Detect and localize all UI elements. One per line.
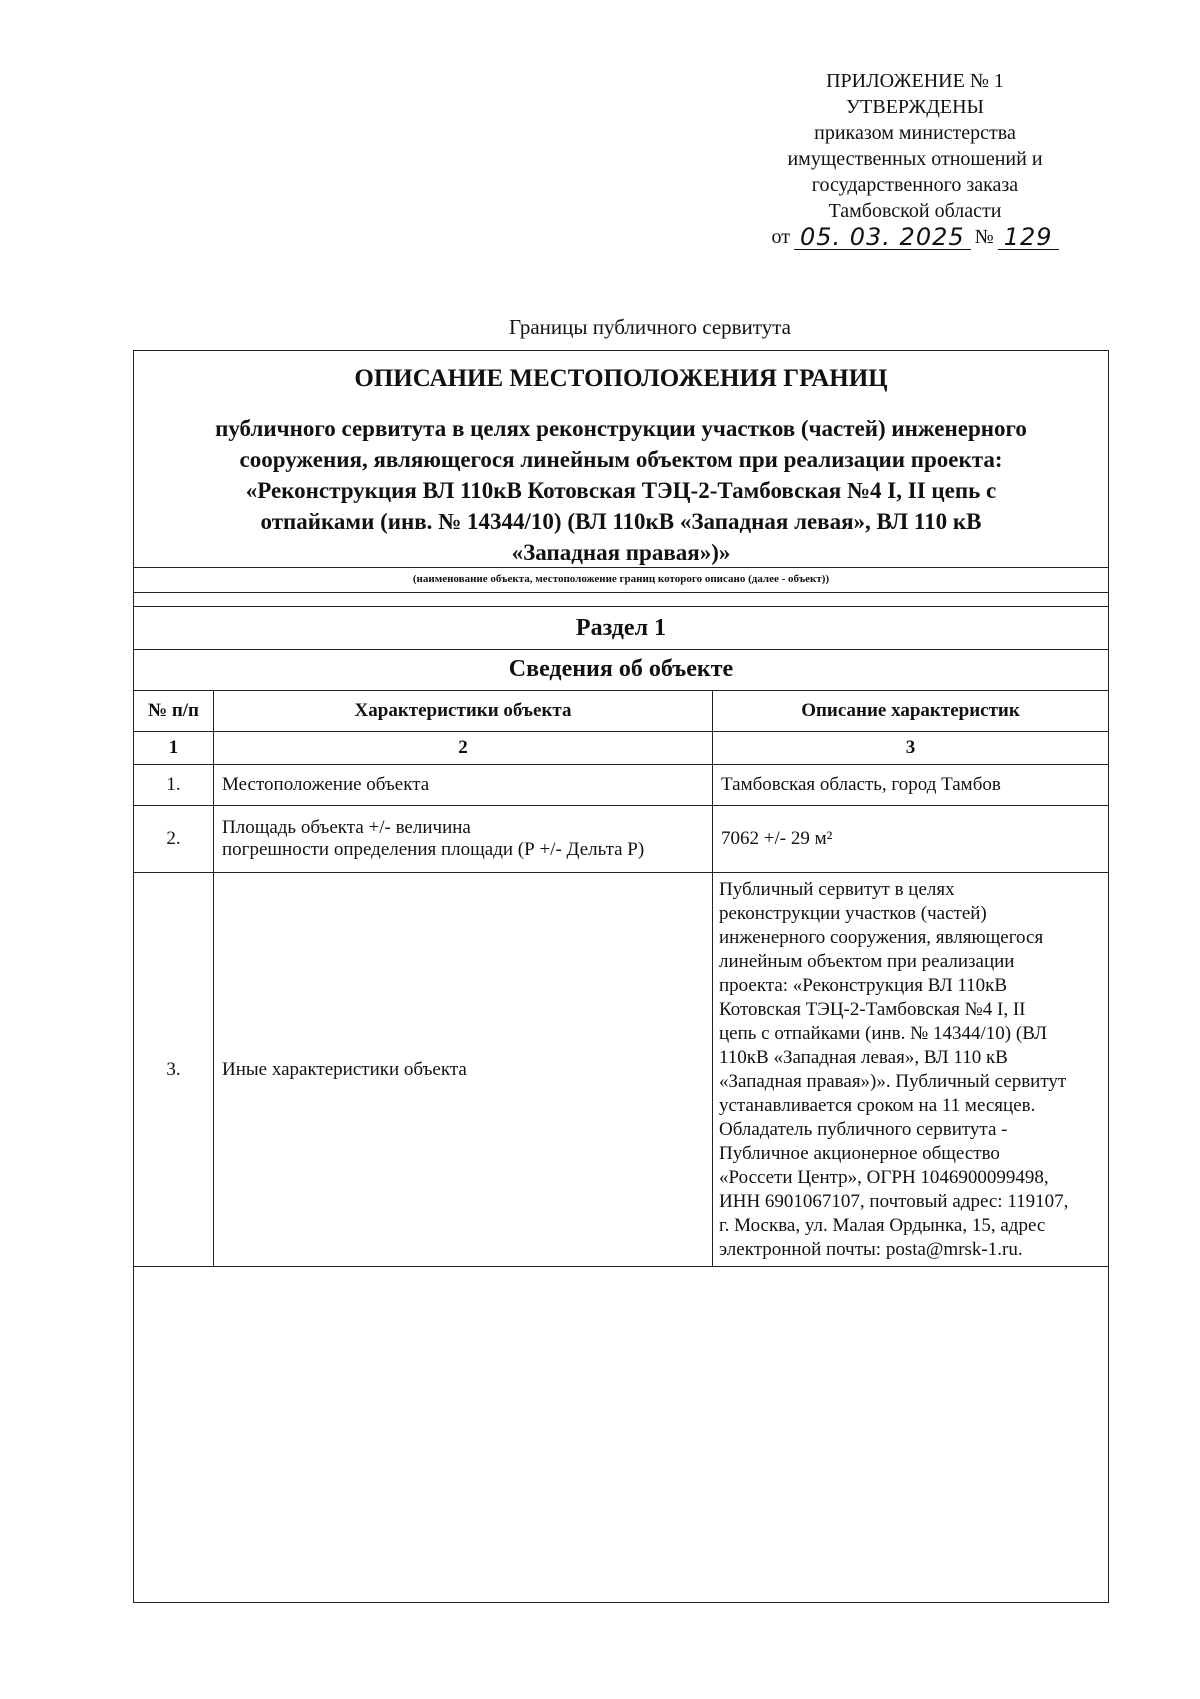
header-line: имущественных отношений и <box>787 148 1043 170</box>
description-line: Публичный сервитут в целях <box>719 878 955 900</box>
description-line: Публичное акционерное общество <box>719 1142 1000 1164</box>
header-line: Тамбовской области <box>828 200 1002 222</box>
row-description <box>713 873 1109 1267</box>
row-description: Тамбовская область, город Тамбов <box>713 765 1109 806</box>
column-number: 1 <box>134 732 214 765</box>
description-line: «Россети Центр», ОГРН 1046900099498, <box>719 1166 1049 1188</box>
description-line: 110кВ «Западная левая», ВЛ 110 кВ <box>719 1046 1008 1068</box>
handwritten-number: 129 <box>998 225 1059 250</box>
object-info-table <box>133 690 1109 1267</box>
description-line: «Западная правая»)». Публичный сервитут <box>719 1070 1067 1092</box>
characteristic-line: Площадь объекта +/- величина <box>222 817 471 838</box>
column-header: Характеристики объекта <box>214 691 713 732</box>
section-number: Раздел 1 <box>134 606 1108 650</box>
date-prefix: от <box>771 226 790 248</box>
description-line: инженерного сооружения, являющегося <box>719 926 1044 948</box>
description-line: Обладатель публичного сервитута - <box>719 1118 1008 1140</box>
table-row <box>134 873 1109 1267</box>
characteristic-line: погрешности определения площади (Р +/- Дельта Р) <box>222 839 645 860</box>
row-characteristic: Местоположение объекта <box>214 765 713 806</box>
row-number: 3. <box>134 873 214 1267</box>
object-name-line: публичного сервитута в целях реконструкции участков (частей) инженерного <box>215 416 1027 441</box>
table-row <box>134 806 1109 873</box>
description-line: цепь с отпайками (инв. № 14344/10) (ВЛ <box>719 1022 1048 1044</box>
object-name-line: «Реконструкция ВЛ 110кВ Котовская ТЭЦ-2-Тамбовская №4 I, II цепь с <box>245 478 997 503</box>
description-frame <box>133 350 1109 1603</box>
header-line: приказом министерства <box>814 122 1016 144</box>
handwritten-date: 05. 03. 2025 <box>794 225 971 250</box>
description-line: г. Москва, ул. Малая Ордынка, 15, адрес <box>719 1214 1046 1236</box>
description-line: проекта: «Реконструкция ВЛ 110кВ <box>719 974 1008 996</box>
description-line: ИНН 6901067107, почтовый адрес: 119107, <box>719 1190 1069 1212</box>
document-heading: ОПИСАНИЕ МЕСТОПОЛОЖЕНИЯ ГРАНИЦ <box>354 365 888 392</box>
object-name-line: «Западная правая»)» <box>511 540 731 565</box>
table-header-row <box>134 691 1109 732</box>
description-line: устанавливается сроком на 11 месяцев. <box>719 1094 1036 1116</box>
approved-label: УТВЕРЖДЕНЫ <box>845 96 985 118</box>
column-header: Описание характеристик <box>713 691 1109 732</box>
column-number: 2 <box>214 732 713 765</box>
boundaries-title: Границы публичного сервитута <box>509 315 791 339</box>
column-header: № п/п <box>134 691 214 732</box>
order-date-line <box>760 224 1070 250</box>
row-description: 7062 +/- 29 м² <box>713 806 1109 873</box>
object-name-line: сооружения, являющегося линейным объектом при реализации проекта: <box>239 447 1003 472</box>
table-row <box>134 765 1109 806</box>
description-line: Котовская ТЭЦ-2-Тамбовская №4 I, II <box>719 998 1026 1020</box>
approval-header <box>760 68 1070 250</box>
description-line: электронной почты: posta@mrsk-1.ru. <box>719 1238 1023 1260</box>
row-number: 1. <box>134 765 214 806</box>
row-characteristic: Иные характеристики объекта <box>214 873 713 1267</box>
column-number: 3 <box>713 732 1109 765</box>
header-line: государственного заказа <box>811 174 1019 196</box>
description-line: реконструкции участков (частей) <box>719 902 987 924</box>
object-name <box>148 413 1094 568</box>
section-title: Сведения об объекте <box>134 648 1108 691</box>
column-number-row <box>134 732 1109 765</box>
appendix-label: ПРИЛОЖЕНИЕ № 1 <box>826 70 1004 92</box>
row-characteristic <box>214 806 713 873</box>
object-name-line: отпайками (инв. № 14344/10) (ВЛ 110кВ «Западная левая», ВЛ 110 кВ <box>260 509 982 534</box>
row-number: 2. <box>134 806 214 873</box>
number-prefix: № <box>974 226 994 248</box>
object-caption: (наименование объекта, местоположение границ которого описано (далее - объект)) <box>134 567 1108 593</box>
description-line: линейным объектом при реализации <box>719 950 1015 972</box>
